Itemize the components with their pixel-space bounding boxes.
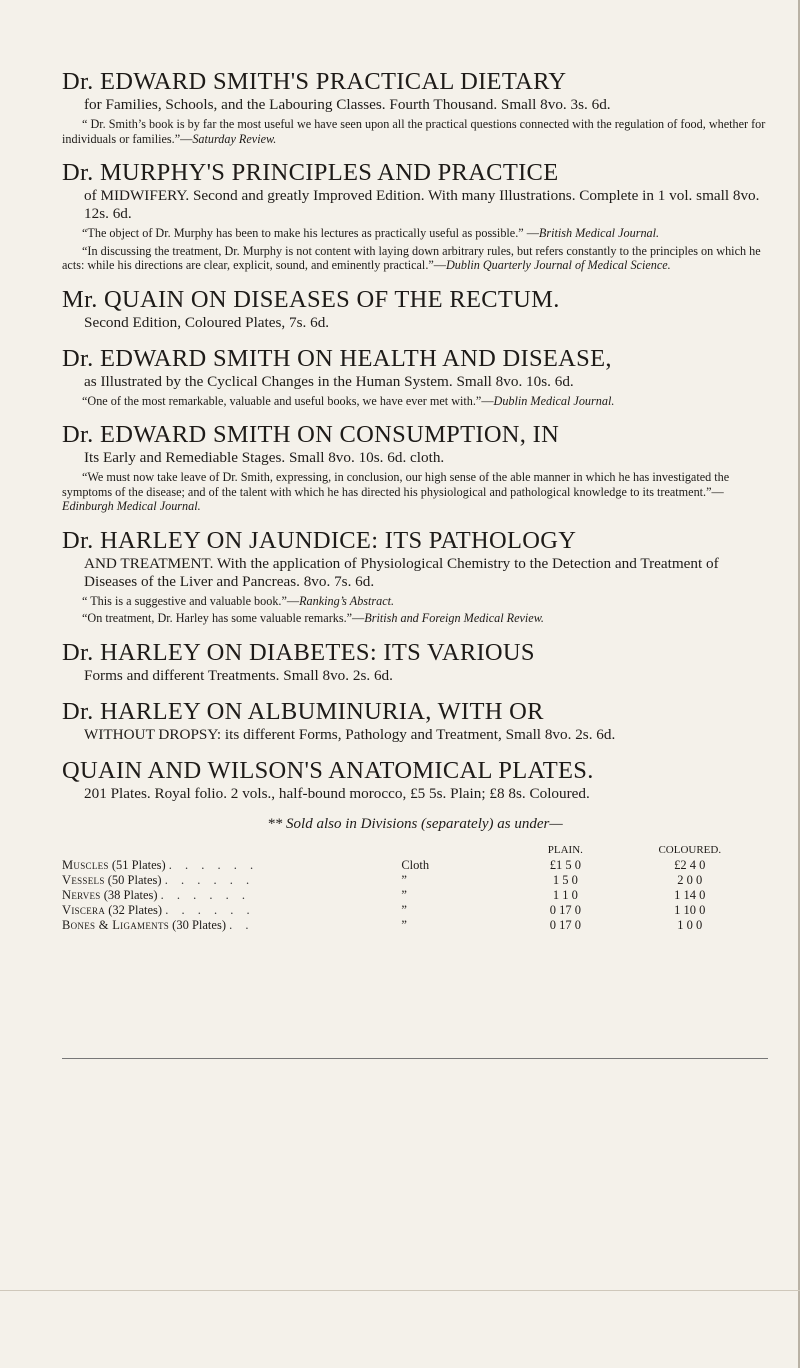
coloured-price: £2 4 0	[674, 857, 706, 872]
review-quote: “One of the most remarkable, valuable and useful books, we have ever met with.”—Dublin Medical Journal.	[82, 393, 615, 408]
sold-note: ** Sold also in Divisions (separately) as under—	[267, 815, 563, 832]
entry-health-disease	[62, 345, 768, 409]
table-row: Bones & Ligaments (30 Plates) . . ” 0 17 0 1 0 0	[62, 918, 752, 933]
plain-price: 1 1 0	[552, 887, 578, 902]
table-row: Vessels (50 Plates) . . . . . . ” 1 5 0 2 0 0	[62, 873, 752, 888]
table-row: Viscera (32 Plates) . . . . . . ” 0 17 0 1 10 0	[62, 903, 752, 918]
table-header-row	[62, 843, 752, 858]
entry-title: Dr. HARLEY ON DIABETES: ITS VARIOUS	[62, 638, 535, 666]
advertisement-page	[62, 68, 768, 933]
table-row: Muscles (51 Plates) . . . . . . Cloth £1 5 0 £2 4 0	[62, 858, 752, 873]
review-quote: “On treatment, Dr. Harley has some valuable remarks.”—British and Foreign Medical Review.	[82, 611, 544, 625]
division-name: Vessels	[62, 872, 105, 887]
review-quote: “We must now take leave of Dr. Smith, expressing, in conclusion, our high sense of the able manner in which he has investigated the symptoms of the disease; and of the talent with which he has directed his physiological and pathological knowledge to its treatment.”—Edinburgh Medical Journal.	[62, 470, 730, 513]
entry-albuminuria	[62, 698, 768, 744]
review-quote: “ Dr. Smith’s book is by far the most useful we have seen upon all the practical questions connected with the regulation of food, whether for individuals or families.”—Saturday Review.	[62, 117, 766, 146]
division-name: Nerves	[62, 887, 101, 902]
division-plates: (38 Plates)	[103, 887, 158, 902]
entry-title: QUAIN AND WILSON'S ANATOMICAL PLATES.	[62, 756, 594, 784]
coloured-header: COLOURED.	[658, 843, 722, 856]
entry-description: Forms and different Treatments. Small 8vo. 2s. 6d.	[84, 666, 393, 684]
entry-description: WITHOUT DROPSY: its different Forms, Pathology and Treatment, Small 8vo. 2s. 6d.	[84, 725, 616, 743]
plain-price: 0 17 0	[549, 902, 581, 917]
division-plates: (30 Plates)	[172, 917, 226, 932]
entry-title: Mr. QUAIN ON DISEASES OF THE RECTUM.	[62, 285, 560, 313]
entry-title: Dr. HARLEY ON ALBUMINURIA, WITH OR	[62, 697, 544, 725]
plain-price: 0 17 0	[549, 917, 581, 932]
review-quote: “ This is a suggestive and valuable book.”—Ranking’s Abstract.	[82, 593, 395, 608]
review-quote: “In discussing the treatment, Dr. Murphy is not content with laying down arbitrary rules, but refers constantly to the principles on which he acts: while his directions are clear, explicit, sound, and eminently practical.”—Dublin Quarterly Journal of Medical Science.	[62, 243, 761, 272]
entry-title: Dr. MURPHY'S PRINCIPLES AND PRACTICE	[62, 159, 559, 186]
division-binding: ”	[401, 917, 407, 932]
entry-description: Its Early and Remediable Stages. Small 8vo. 10s. 6d. cloth.	[84, 449, 445, 466]
entry-description: AND TREATMENT. With the application of Physiological Chemistry to the Detection and Treatment of Diseases of the Liver and Pancreas. 8vo. 7s. 6d.	[84, 554, 719, 590]
division-plates: (32 Plates)	[108, 902, 163, 917]
coloured-price: 2 0 0	[677, 872, 703, 887]
division-binding: ”	[401, 902, 407, 917]
coloured-price: 1 0 0	[677, 917, 703, 932]
scan-edge-line	[0, 1290, 800, 1291]
entry-title: Dr. EDWARD SMITH'S PRACTICAL DIETARY	[62, 68, 567, 95]
division-name: Muscles	[62, 857, 109, 872]
coloured-price: 1 10 0	[674, 902, 706, 917]
entry-title: Dr. EDWARD SMITH ON CONSUMPTION, IN	[62, 421, 560, 448]
division-plates: (51 Plates)	[111, 857, 166, 872]
division-name: Bones & Ligaments	[62, 917, 170, 932]
entry-description: of MIDWIFERY. Second and greatly Improved Edition. With many Illustrations. Complete in 1 vol. small 8vo. 12s. 6d.	[84, 187, 760, 222]
plain-price: 1 5 0	[552, 872, 578, 887]
review-quote: “The object of Dr. Murphy has been to make his lectures as practically useful as possible.” —British Medical Journal.	[82, 226, 660, 240]
division-binding: ”	[401, 887, 407, 902]
entry-rectum	[62, 286, 768, 332]
plain-header: PLAIN.	[547, 843, 583, 856]
entry-description: as Illustrated by the Cyclical Changes in the Human System. Small 8vo. 10s. 6d.	[84, 372, 574, 390]
plain-price: £1 5 0	[549, 857, 581, 872]
division-binding: Cloth	[401, 857, 430, 872]
entry-description: Second Edition, Coloured Plates, 7s. 6d.	[84, 313, 330, 331]
division-binding: ”	[401, 872, 407, 887]
table-row: Nerves (38 Plates) . . . . . . ” 1 1 0 1 14 0	[62, 888, 752, 903]
entry-description: 201 Plates. Royal folio. 2 vols., half-bound morocco, £5 5s. Plain; £8 8s. Coloured.	[84, 784, 590, 802]
entry-practical-dietary	[62, 68, 768, 146]
entry-diabetes	[62, 639, 768, 685]
coloured-price: 1 14 0	[674, 887, 706, 902]
division-name: Viscera	[62, 902, 106, 917]
entry-anatomical-plates	[62, 757, 768, 803]
entry-description: for Families, Schools, and the Labouring Classes. Fourth Thousand. Small 8vo. 3s. 6d.	[84, 96, 611, 113]
entry-title: Dr. EDWARD SMITH ON HEALTH AND DISEASE,	[62, 344, 612, 372]
division-plates: (50 Plates)	[107, 872, 162, 887]
entry-consumption	[62, 421, 768, 514]
entry-jaundice	[62, 527, 768, 626]
entry-title: Dr. HARLEY ON JAUNDICE: ITS PATHOLOGY	[62, 526, 577, 554]
entry-midwifery	[62, 159, 768, 273]
bottom-rule	[62, 1058, 768, 1059]
plates-price-table	[62, 843, 752, 933]
